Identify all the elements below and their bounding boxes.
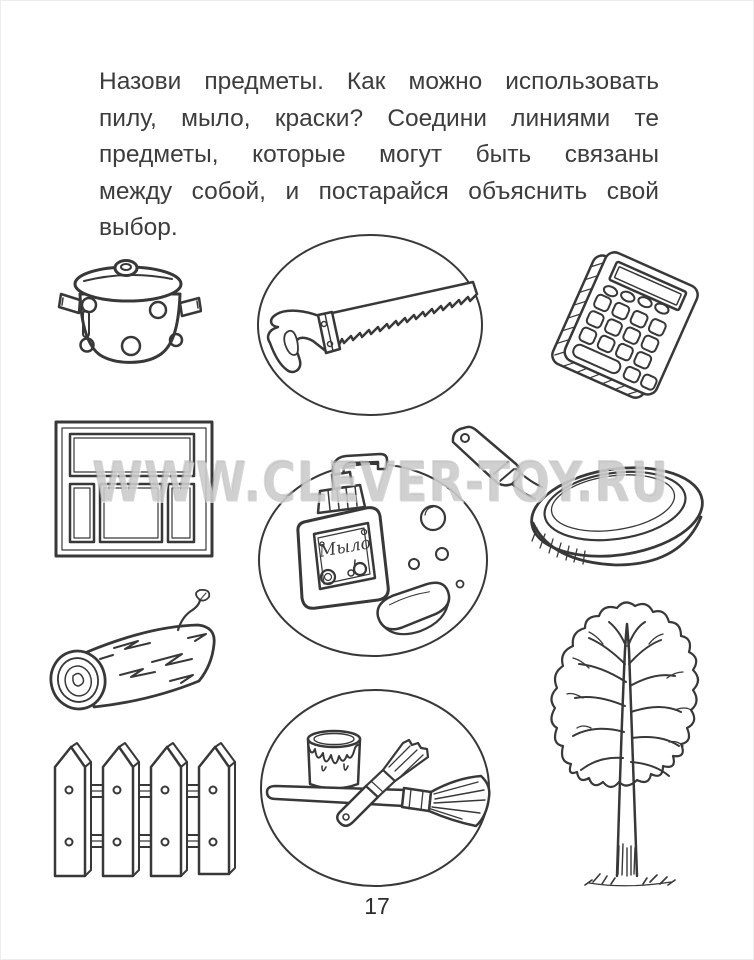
pot-drawing [50,248,202,380]
instruction-line-3: предметы, которые могут быть связаны [99,141,659,168]
picket-3 [151,743,187,876]
instruction-line-5: выбор. [99,214,178,241]
calculator-icon [540,245,710,405]
calculator-drawing [540,245,710,405]
window-drawing [54,420,214,560]
instruction-line-2: пилу, мыло, краски? Соедини линиями те [99,104,659,132]
saw-drawing [252,228,502,428]
watermark-text: WWW.CLEVER-TOY.RU [92,450,670,515]
instruction-line-1: Назови предметы. Как можно использовать [99,68,659,95]
window-icon [54,420,214,560]
frying-pan-icon [438,422,708,574]
handsaw-icon [252,228,502,428]
paint-brushes-icon [254,682,492,894]
fence-icon [46,731,250,903]
instruction-text [99,64,659,247]
log-icon [30,588,250,728]
pot-icon [50,248,202,380]
frying-pan-drawing [438,422,708,574]
instruction-line-4: между собой, и постарайся объяснить свой [99,177,659,205]
fence-drawing [46,731,250,903]
tree-icon [531,594,751,894]
picket-2 [103,743,139,876]
page-number: 17 [364,893,390,919]
soap-label: Мыло [317,533,373,562]
picket-4 [199,743,235,874]
log-drawing [30,588,250,728]
picket-1 [55,743,91,876]
tree-drawing [531,594,751,894]
paints-drawing [254,682,492,894]
